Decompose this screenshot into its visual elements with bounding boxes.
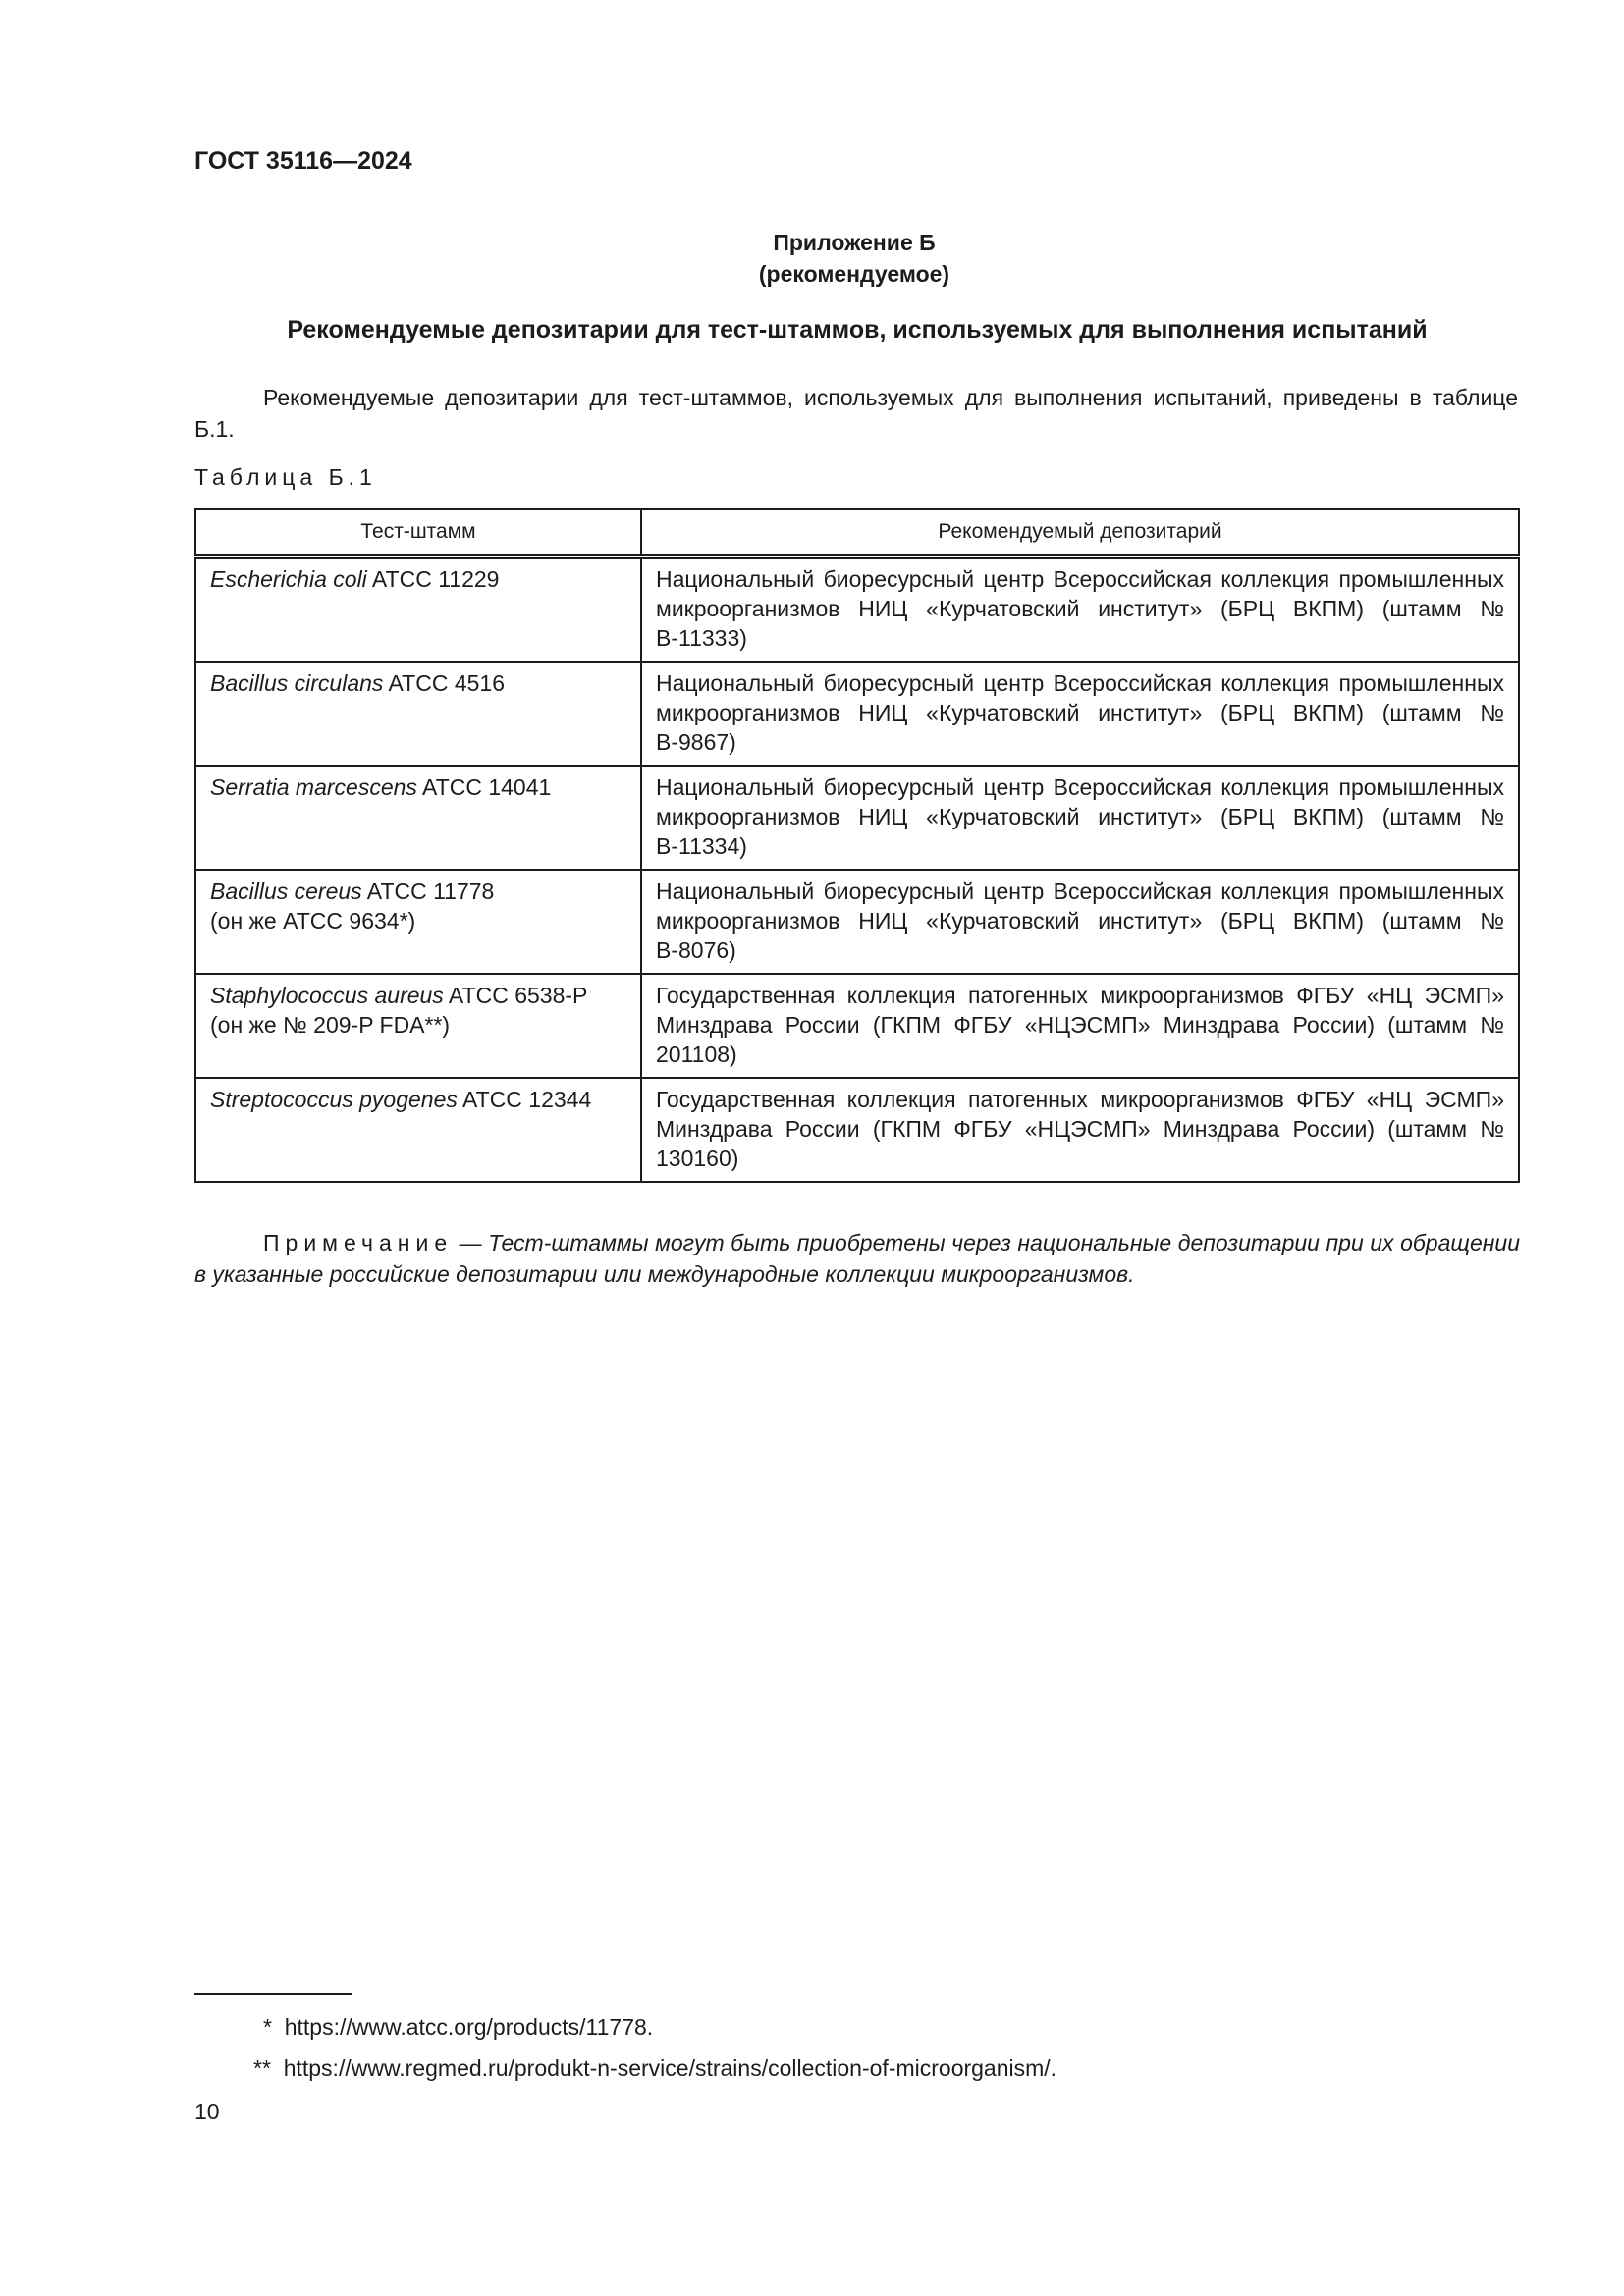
note-separator: —	[453, 1230, 489, 1255]
strain-alias: (он же № 209-P FDA**)	[210, 1012, 451, 1038]
intro-paragraph: Рекомендуемые депозитарии для тест-штаммов, используемых для выполнения испытаний, приведены в таблице Б.1.	[194, 385, 1518, 442]
depositary-cell: Национальный биоресурсный центр Всероссийская коллекция промышленных микроорганизмов НИЦ «Курчатовский институт» (БРЦ ВКПМ) (штамм № В-11334)	[641, 766, 1519, 870]
section-title: Рекомендуемые депозитарии для тест-штаммов, используемых для выполнения испытаний	[287, 316, 1428, 344]
appendix-heading	[0, 227, 1624, 290]
table-row	[195, 766, 1519, 870]
table-row	[195, 870, 1519, 974]
appendix-title: Приложение Б	[773, 230, 936, 255]
table-row	[195, 974, 1519, 1078]
footnote-url[interactable]: https://www.atcc.org/products/11778.	[284, 2014, 654, 2040]
table-note	[194, 1227, 1520, 1290]
document-id: ГОСТ 35116—2024	[194, 147, 412, 175]
species-name: Streptococcus pyogenes	[210, 1087, 458, 1112]
header-test-strain: Тест-штамм	[195, 509, 641, 557]
table-header-row	[195, 509, 1519, 557]
footnote-url[interactable]: https://www.regmed.ru/produkt-n-service/strains/collection-of-microorganism/.	[283, 2056, 1057, 2081]
species-name: Serratia marcescens	[210, 774, 417, 800]
species-name: Bacillus cereus	[210, 879, 362, 904]
species-name: Bacillus circulans	[210, 670, 384, 696]
header-depositary: Рекомендуемый депозитарий	[641, 509, 1519, 557]
depositary-cell: Государственная коллекция патогенных микроорганизмов ФГБУ «НЦ ЭСМП» Минздрава России (ГКПМ ФГБУ «НЦЭСМП» Минздрава России) (штамм № 201108)	[641, 974, 1519, 1078]
depositary-cell: Государственная коллекция патогенных микроорганизмов ФГБУ «НЦ ЭСМП» Минздрава России (ГКПМ ФГБУ «НЦЭСМП» Минздрава России) (штамм № 130160)	[641, 1078, 1519, 1182]
page-number: 10	[194, 2099, 220, 2124]
footnote-mark: *	[263, 2014, 272, 2040]
strain-cell	[195, 662, 641, 766]
note-label: Примечание	[263, 1230, 454, 1255]
footnote-2	[253, 2056, 1056, 2082]
table-row	[195, 662, 1519, 766]
strain-code: ATCC 14041	[416, 774, 552, 800]
depositary-cell: Национальный биоресурсный центр Всероссийская коллекция промышленных микроорганизмов НИЦ «Курчатовский институт» (БРЦ ВКПМ) (штамм № В-9867)	[641, 662, 1519, 766]
species-name: Staphylococcus aureus	[210, 983, 444, 1008]
depositary-table	[194, 508, 1520, 1183]
depositary-cell: Национальный биоресурсный центр Всероссийская коллекция промышленных микроорганизмов НИЦ «Курчатовский институт» (БРЦ ВКПМ) (штамм № В-11333)	[641, 557, 1519, 663]
strain-code: ATCC 6538-P	[443, 983, 588, 1008]
table-caption: Таблица Б.1	[194, 464, 377, 490]
strain-cell	[195, 1078, 641, 1182]
footnote-mark: **	[253, 2056, 271, 2081]
footnote-1	[263, 2014, 653, 2041]
strain-cell	[195, 870, 641, 974]
strain-code: ATCC 4516	[383, 670, 505, 696]
strain-code: ATCC 12344	[457, 1087, 592, 1112]
table-row	[195, 557, 1519, 663]
depositary-cell: Национальный биоресурсный центр Всероссийская коллекция промышленных микроорганизмов НИЦ «Курчатовский институт» (БРЦ ВКПМ) (штамм № В-8076)	[641, 870, 1519, 974]
footnote-divider	[194, 1993, 352, 1995]
strain-cell	[195, 974, 641, 1078]
strain-code: ATCC 11778	[361, 879, 495, 904]
note-text: Тест-штаммы могут быть приобретены через национальные депозитарии при их обращении в указанные российские депозитарии или международные коллекции микроорганизмов.	[194, 1230, 1520, 1287]
strain-cell	[195, 766, 641, 870]
appendix-status: (рекомендуемое)	[758, 261, 950, 287]
strain-alias: (он же ATCC 9634*)	[210, 908, 416, 934]
strain-code: ATCC 11229	[366, 566, 500, 592]
strain-cell	[195, 557, 641, 663]
table-row	[195, 1078, 1519, 1182]
species-name: Escherichia coli	[210, 566, 367, 592]
